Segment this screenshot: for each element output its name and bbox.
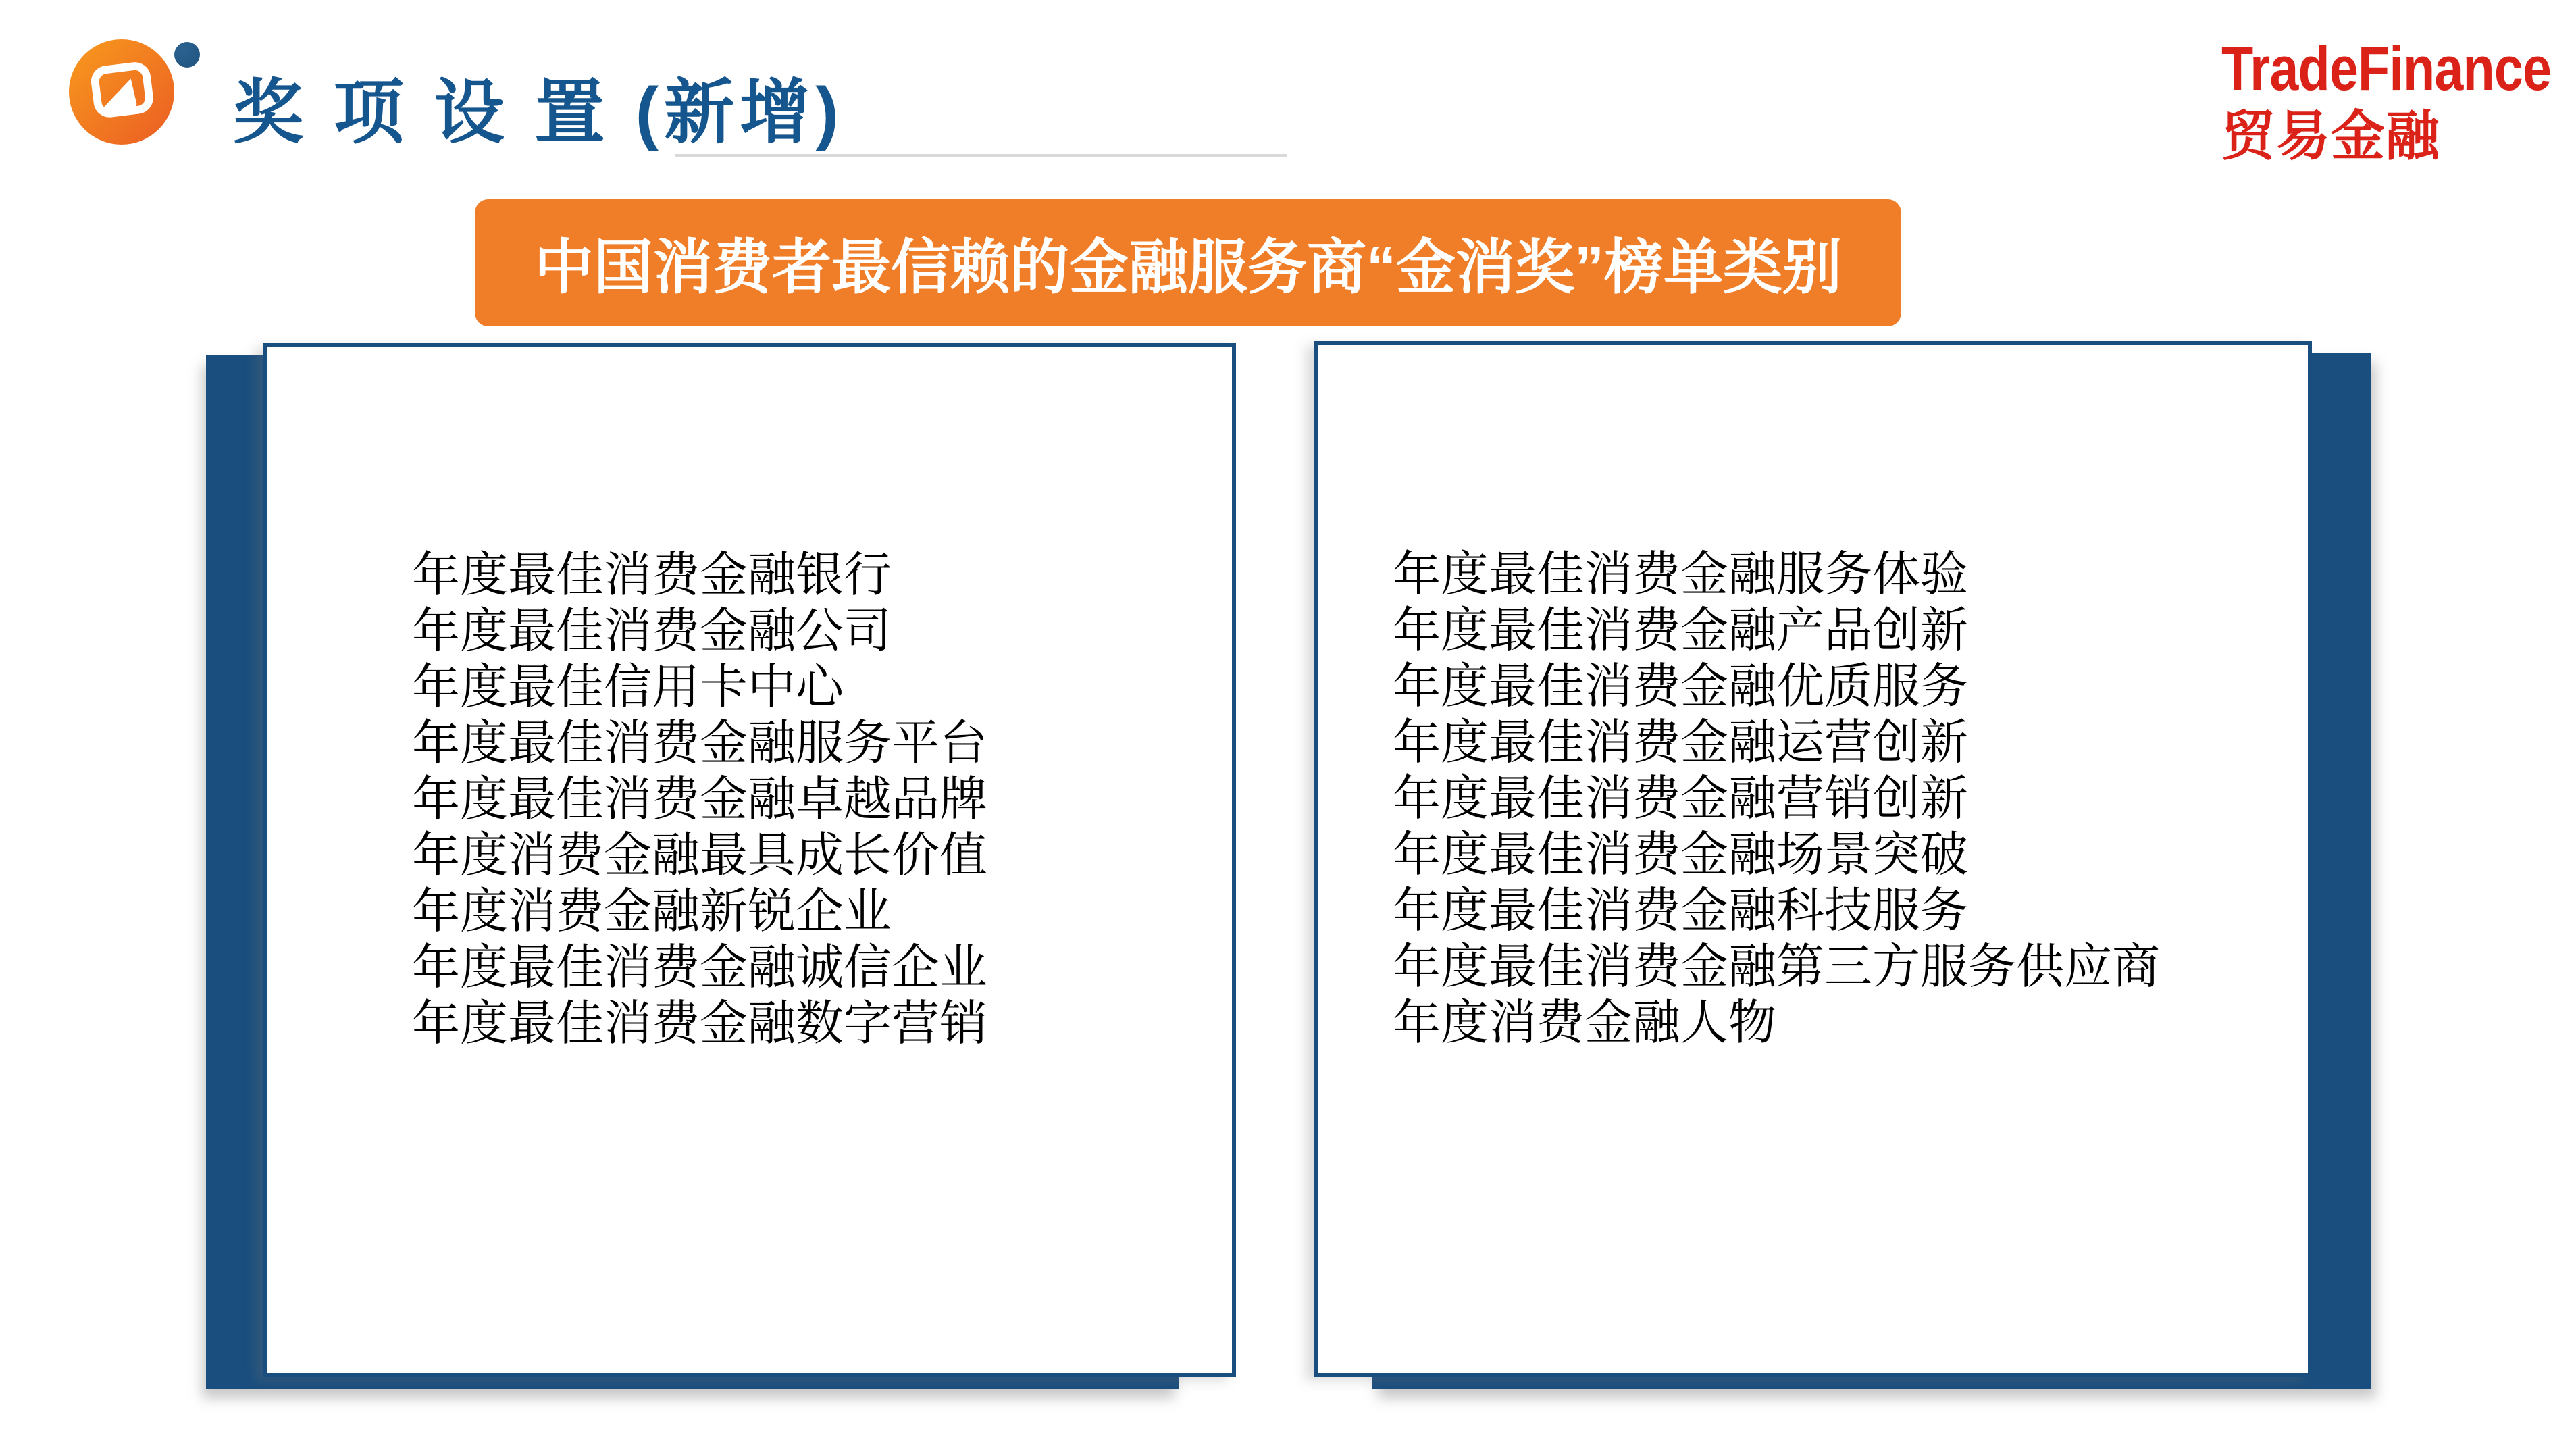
award-item: 年度消费金融最具成长价值 xyxy=(412,829,988,882)
brand-logo-badge xyxy=(69,39,174,145)
award-item: 年度消费金融人物 xyxy=(1393,996,1777,1050)
award-item: 年度最佳信用卡中心 xyxy=(412,661,844,714)
logo-accent-dot xyxy=(174,42,200,68)
award-item: 年度最佳消费金融场景突破 xyxy=(1393,828,1969,882)
award-item: 年度最佳消费金融优质服务 xyxy=(1393,660,1969,713)
award-item: 年度最佳消费金融运营创新 xyxy=(1393,716,1969,769)
brand-name-cn: 贸易金融 xyxy=(2221,106,2440,166)
title-underline xyxy=(675,154,1287,157)
award-item: 年度最佳消费金融银行 xyxy=(412,549,892,602)
category-banner-text: 中国消费者最信赖的金融服务商“金消奖”榜单类别 xyxy=(534,234,1842,301)
brand-name-en: TradeFinance xyxy=(2221,34,2552,103)
award-item: 年度最佳消费金融卓越品牌 xyxy=(412,773,988,826)
award-item: 年度最佳消费金融科技服务 xyxy=(1393,884,1969,938)
award-item: 年度最佳消费金融诚信企业 xyxy=(412,941,988,994)
award-list-right xyxy=(1393,546,2160,1051)
brand-wordmark xyxy=(2221,34,2576,166)
wallet-card-icon xyxy=(82,51,161,134)
award-item: 年度最佳消费金融第三方服务供应商 xyxy=(1393,940,2161,994)
award-item: 年度最佳消费金融服务体验 xyxy=(1393,548,1969,601)
page-title: 奖 项 设 置 (新增) xyxy=(233,74,844,152)
award-item: 年度最佳消费金融产品创新 xyxy=(1393,604,1969,657)
award-item: 年度最佳消费金融服务平台 xyxy=(412,717,988,770)
award-item: 年度消费金融新锐企业 xyxy=(412,885,892,938)
award-list-left xyxy=(412,547,987,1052)
award-item: 年度最佳消费金融数字营销 xyxy=(412,997,988,1050)
award-item: 年度最佳消费金融公司 xyxy=(412,605,892,658)
award-item: 年度最佳消费金融营销创新 xyxy=(1393,772,1969,825)
category-banner xyxy=(475,199,1901,326)
